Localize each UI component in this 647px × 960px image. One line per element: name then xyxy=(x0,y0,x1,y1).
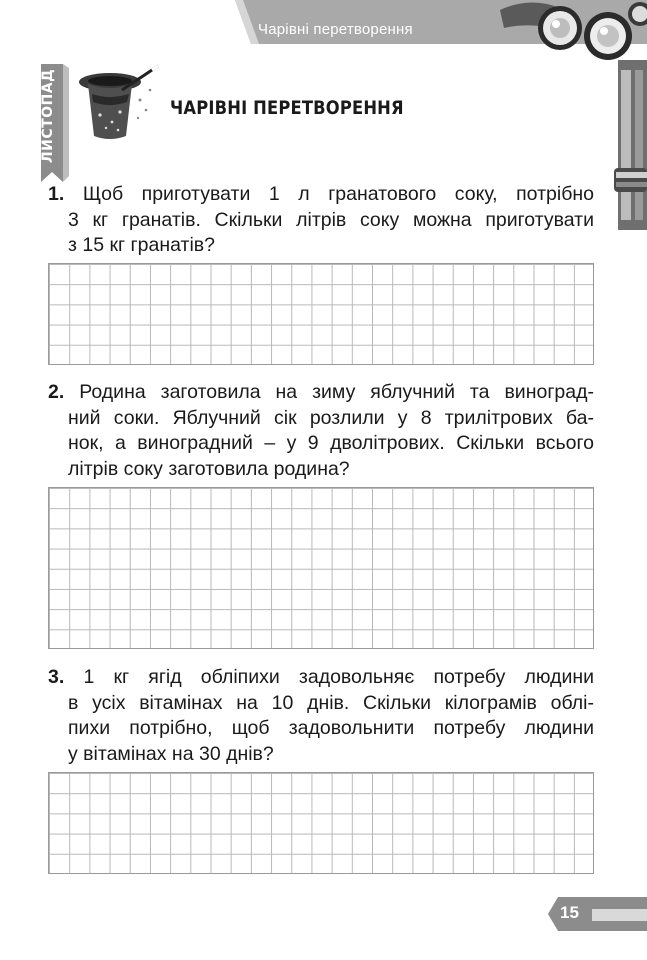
task-number: 1. xyxy=(48,183,65,205)
section-title: ЧАРІВНІ ПЕРЕТВОРЕННЯ xyxy=(170,97,404,119)
task-text-line: з 15 кг гранатів? xyxy=(68,234,215,256)
task-text-line: ний соки. Яблучний сік розлили у 8 трилітрових ба- xyxy=(68,406,594,429)
task-text-line: Родина заготовила на зиму яблучний та виноград- xyxy=(79,381,594,403)
task-text-line: Щоб приготувати 1 л гранатового соку, потрібно xyxy=(82,183,594,205)
task-2 xyxy=(48,380,594,482)
task-1 xyxy=(48,182,594,259)
answer-grid[interactable] xyxy=(48,772,594,874)
task-text-line: пихи потрібно, щоб задовольнити потребу людини xyxy=(68,717,594,739)
task-number: 3. xyxy=(48,666,65,688)
task-text-line: нок, а виноградний – у 9 дволітрових. Скільки всього xyxy=(68,432,594,454)
magic-hat-icon xyxy=(78,60,162,142)
task-number: 2. xyxy=(48,381,65,403)
task-text-line: літрів соку заготовила родина? xyxy=(68,457,350,480)
task-text-line: 1 кг ягід обліпихи задовольняє потребу людини xyxy=(83,666,595,688)
task-3 xyxy=(48,665,594,767)
task-text-line: в усіх вітамінах на 10 днів. Скільки кілограмів облі- xyxy=(68,691,594,714)
page-number: 15 xyxy=(560,903,579,922)
month-label: ЛИСТОПАД xyxy=(40,68,56,164)
answer-grid[interactable] xyxy=(48,263,594,365)
task-text-line: 3 кг гранатів. Скільки літрів соку можна приготувати xyxy=(68,208,594,231)
answer-grid[interactable] xyxy=(48,487,594,649)
task-text-line: у вітамінах на 30 днів? xyxy=(68,742,274,765)
header-title: Чарівні перетворення xyxy=(258,21,413,38)
